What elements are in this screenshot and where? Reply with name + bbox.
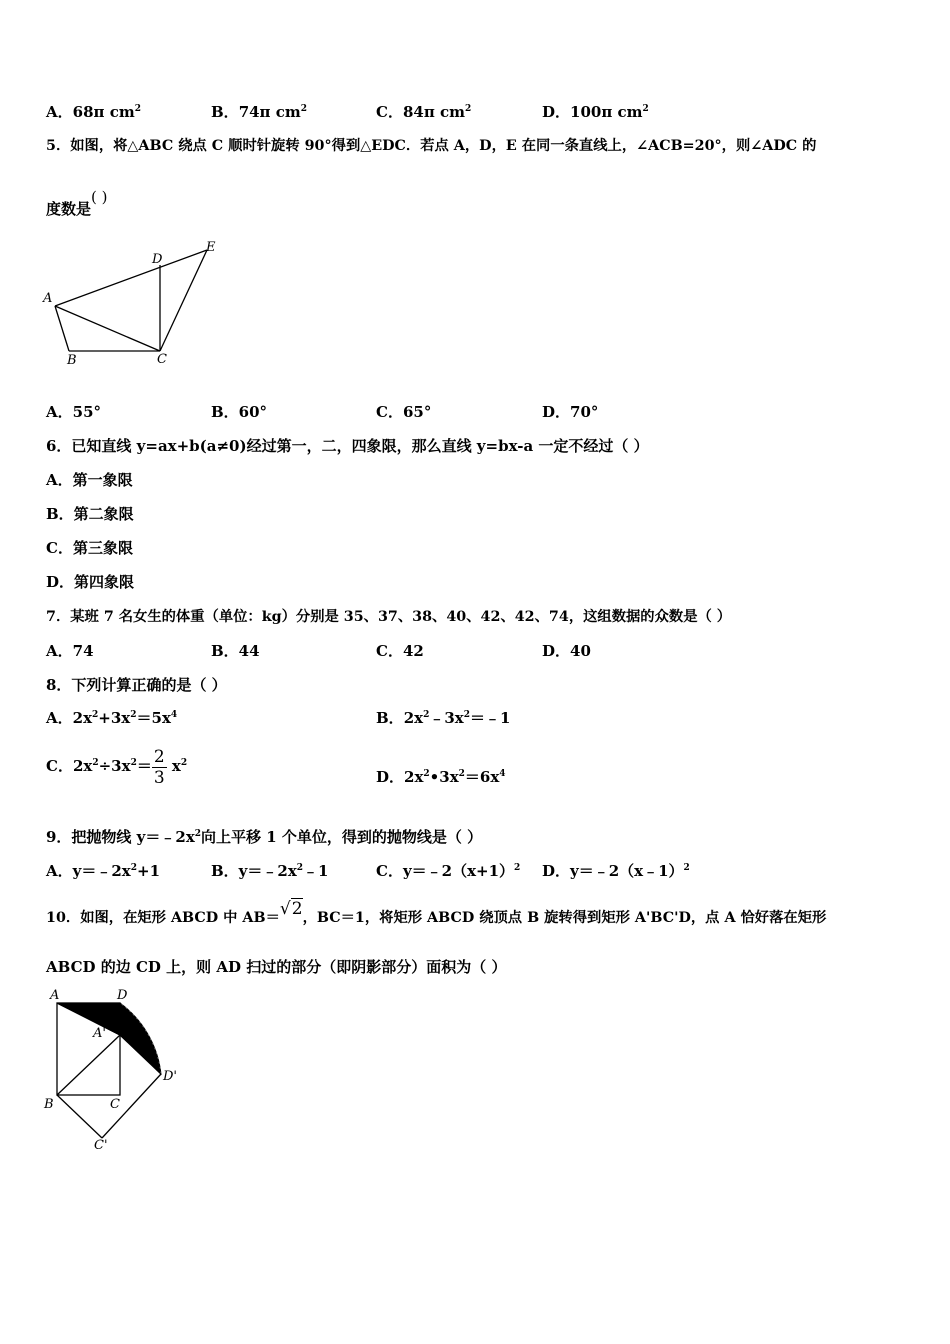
q7-option-b: B．44 [211,642,260,660]
q8-stem: 8．下列计算正确的是（ ） [46,676,227,694]
q9-stem: 9．把抛物线 $y=﹣2x^2$向上平移 1 个单位，得到的抛物线是（ ） [46,828,483,846]
q5-line-ab [55,306,69,351]
q5-option-d: D．70° [542,403,599,421]
q6-option-b: B．第二象限 [46,505,134,523]
q5-option-b: B．60° [211,403,268,421]
q10-shaded-region [57,1003,161,1074]
q8-option-b: B．$2x^2﹣3x^2=﹣1$ [376,709,511,727]
q10-sqrt: √2 [279,899,303,919]
q9-option-b: B．$y=﹣2x^2﹣1$ [211,862,329,880]
q4-option-a: A．68π $cm^2$ [46,103,141,121]
q10-stem-line1: 10．如图，在矩形 ABCD 中 AB＝√2，BC＝1，将矩形 ABCD 绕顶点 B 旋转得到矩形 A'BC'D，点 A 恰好落在矩形 [46,899,827,926]
q6-option-c: C．第三象限 [46,539,133,557]
q6-option-a: A．第一象限 [46,471,133,489]
q10-label-c1: C' [94,1138,108,1153]
q10-label-a: A [50,988,60,1003]
q4-option-d: D．100π $cm^2$ [542,103,649,121]
q10-label-d: D [117,988,128,1003]
q7-stem: 7．某班 7 名女生的体重（单位：kg）分别是 35、37、38、40、42、42、74，这组数据的众数是（ ） [46,609,732,625]
q10-line-bc1 [57,1095,102,1138]
q6-stem: 6．已知直线 y=ax+b(a≠0)经过第一，二，四象限，那么直线 y=bx-a 一定不经过（ ） [46,437,649,455]
q4-option-c: C．84π $cm^2$ [376,103,472,121]
q8-fraction: $\frac{2}{3}$ [153,746,165,788]
q8-option-d: D．$2x^2•3x^2=6x^4$ [376,768,506,786]
q5-label-a: A [43,291,53,306]
q9-option-a: A．$y=﹣2x^2+1$ [46,862,161,880]
q10-stem-line2: ABCD 的边 CD 上，则 AD 扫过的部分（即阴影部分）面积为（ ） [46,958,507,976]
q10-label-a1: A' [93,1026,106,1041]
q7-option-a: A．74 [46,642,94,660]
q5-label-b: B [67,353,77,368]
q5-stem-line2: 度数是( ) [46,188,108,218]
q5-option-c: C．65° [376,403,432,421]
q5-answer-paren: ( ) [91,188,108,206]
q5-option-a: A．55° [46,403,102,421]
q8-option-a: A．$2x^2+3x^2=5x^4$ [46,709,178,727]
q7-option-d: D．40 [542,642,591,660]
q8-option-c: C．$2x^2\div 3x^2=$ $\frac{2}{3}$ $x^2$ [46,746,188,788]
q10-label-c: C [110,1097,120,1112]
q10-label-d1: D' [163,1069,177,1084]
q7-option-c: C．42 [376,642,424,660]
q9-option-d: D．y＝﹣2（x﹣1）$^2$ [542,862,690,880]
q10-label-b: B [44,1097,54,1112]
q9-option-c: C．$y=﹣2(x+1)^2$ [376,862,521,880]
q5-stem-line1: 5．如图，将△ABC 绕点 C 顺时针旋转 90°得到△EDC．若点 A，D，E 在同一条直线上，∠ACB=20°，则∠ADC 的 [46,138,817,154]
q5-line-ac [55,306,160,351]
q4-option-b: B．74π $cm^2$ [211,103,308,121]
q10-figure [40,983,190,1153]
q5-label-d: D [152,252,163,267]
q5-label-e: E [206,240,216,255]
q10-line-ba1 [57,1035,120,1095]
q5-label-c: C [157,352,167,367]
q5-figure [40,236,225,371]
q6-option-d: D．第四象限 [46,573,135,591]
